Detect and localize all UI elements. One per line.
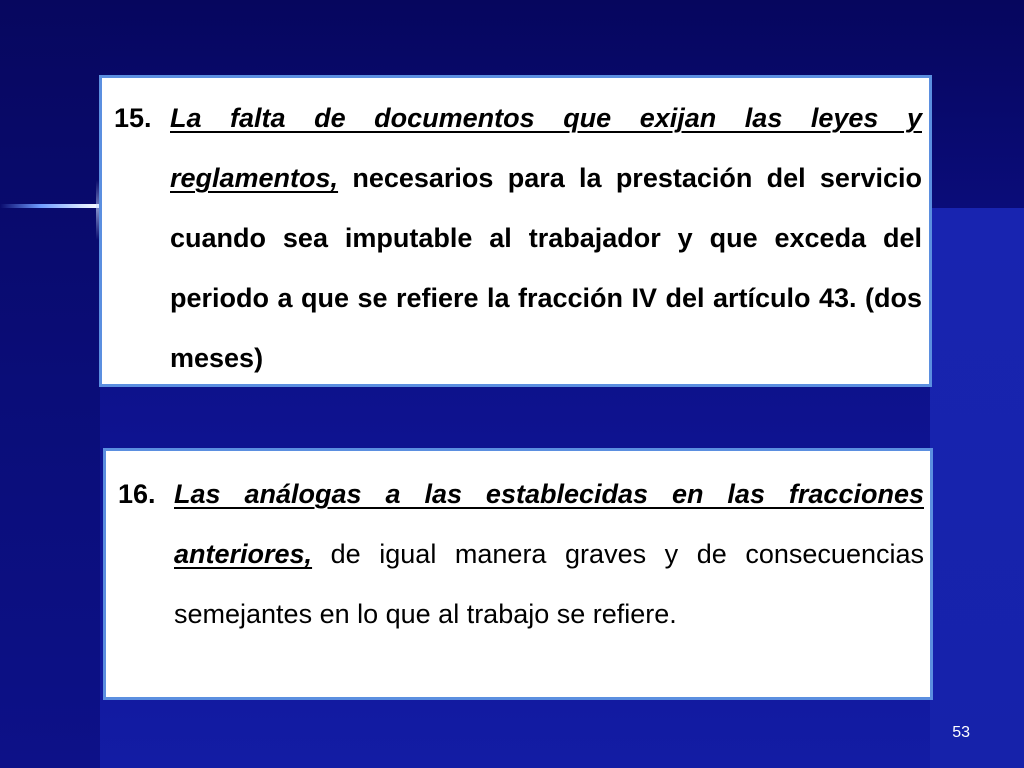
item-15-number: 15.: [114, 103, 152, 133]
accent-light-line: [0, 204, 102, 208]
item-15-text: necesarios para la prestación del servicio cuando sea imputable al trabajador y que exceda del periodo a que se refiere la fracción IV del artículo 43. (dos meses): [170, 163, 922, 373]
item-16-emphasis: Las análogas a las establecidas en las fracciones anteriores,: [174, 479, 924, 569]
item-15-emphasis: La falta de documentos que exijan las leyes y reglamentos,: [170, 103, 922, 193]
item-15-paragraph: [114, 88, 922, 388]
item-15-box: [99, 75, 932, 387]
page-number: 53: [952, 724, 970, 741]
item-16-number: 16.: [118, 479, 156, 509]
item-16-paragraph: [118, 464, 924, 644]
item-16-body: [174, 464, 924, 644]
item-16-text: de igual manera graves y de consecuencias semejantes en lo que al trabajo se refiere.: [174, 539, 924, 629]
left-decorative-strip: [0, 0, 100, 768]
item-15-body: [170, 88, 922, 388]
item-16-box: [103, 448, 933, 700]
right-decorative-panel: [930, 208, 1024, 768]
